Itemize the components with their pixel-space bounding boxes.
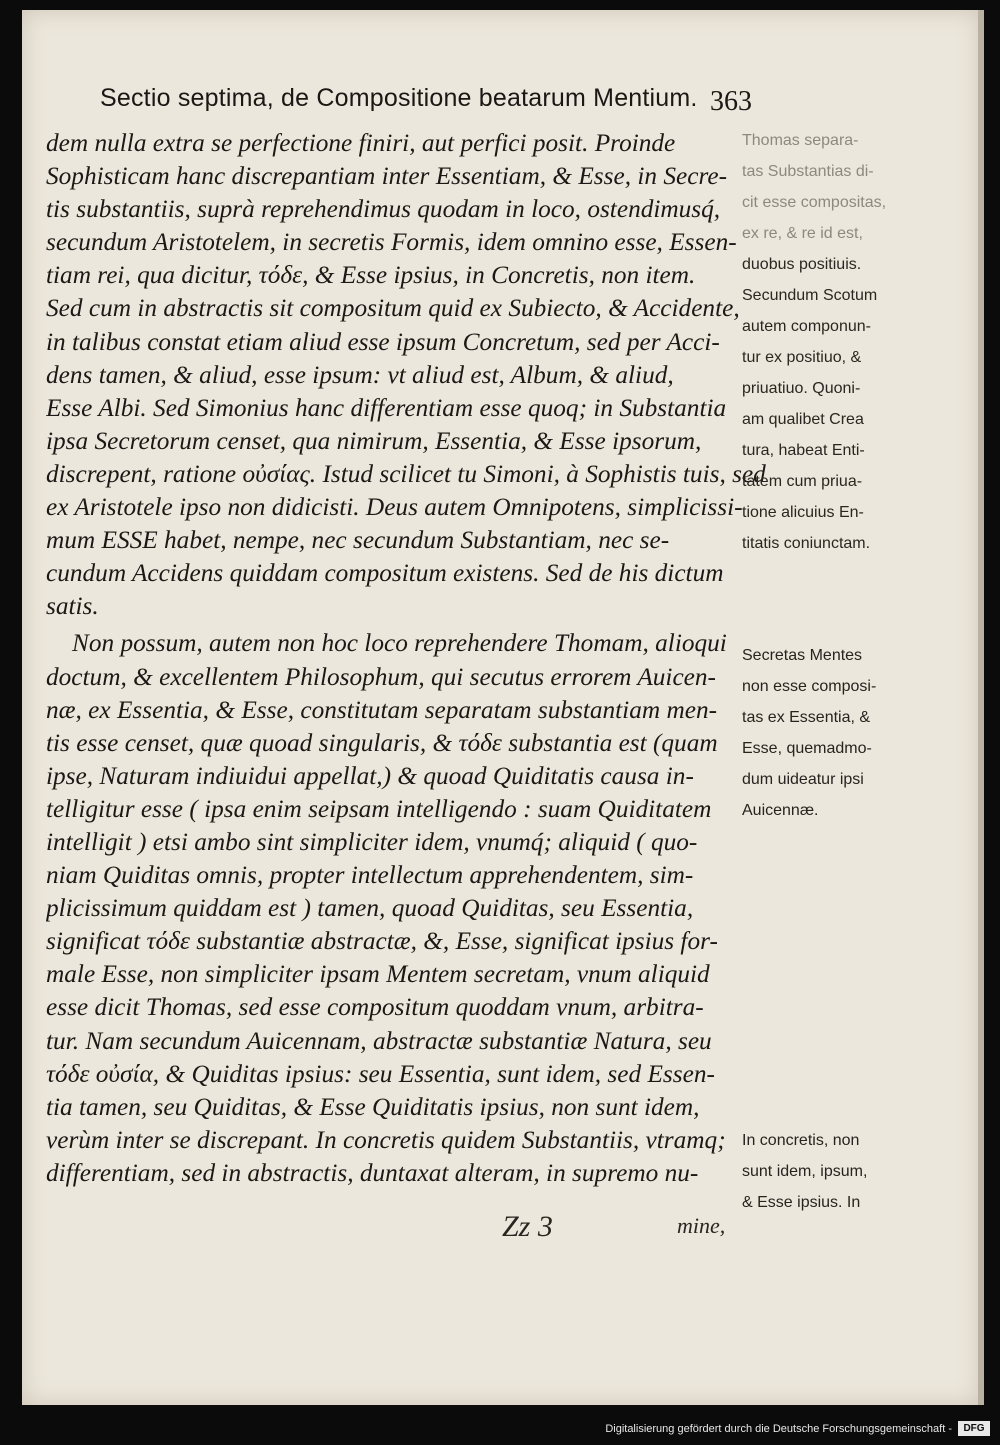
text-line: Sophisticam hanc discrepantiam inter Essentiam, & Esse, in Secre-	[46, 162, 728, 191]
footer-credit: Digitalisierung gefördert durch die Deutsche Forschungsgemeinschaft -	[605, 1423, 952, 1435]
text-line: τόδε οὐσία, & Quiditas ipsius: seu Essentia, sunt idem, sed Essen-	[46, 1059, 715, 1088]
book-page	[22, 10, 980, 1405]
margin-note-line: tas Substantias di-	[742, 163, 874, 180]
margin-note-line: tione alicuius En-	[742, 504, 864, 521]
margin-note-line: Thomas separa-	[742, 132, 859, 149]
text-line: tia tamen, seu Quiditas, & Esse Quiditatis ipsius, non sunt idem,	[46, 1092, 700, 1121]
text-line: verùm inter se discrepant. In concretis quidem Substantiis, vtramq;	[46, 1125, 726, 1154]
digitization-footer	[0, 1410, 1000, 1445]
text-line: differentiam, sed in abstractis, duntaxat alteram, in supremo nu-	[46, 1158, 699, 1187]
page-edge	[978, 10, 984, 1405]
text-line: in talibus constat etiam aliud esse ipsum Concretum, sed per Acci-	[46, 327, 720, 356]
text-line: secundum Aristotelem, in secretis Formis, idem omnino esse, Essen-	[46, 228, 737, 257]
margin-note-line: dum uideatur ipsi	[742, 771, 864, 788]
margin-note-line: tur ex positiuo, &	[742, 349, 862, 366]
text-line: male Esse, non simpliciter ipsam Mentem secretam, vnum aliquid	[46, 960, 710, 989]
dfg-logo: DFG	[958, 1421, 990, 1436]
text-line: doctum, & excellentem Philosophum, qui secutus errorem Auicen-	[46, 662, 716, 691]
margin-note-line: autem componun-	[742, 318, 871, 335]
text-line: ipsa Secretorum censet, qua nimirum, Essentia, & Esse ipsorum,	[46, 426, 702, 455]
text-line: ipse, Naturam indiuidui appellat,) & quoad Quiditatis causa in-	[46, 761, 694, 790]
text-line: dens tamen, & aliud, esse ipsum: vt aliud est, Album, & aliud,	[46, 360, 674, 389]
text-line: discrepent, ratione οὐσίας. Istud scilicet tu Simoni, à Sophistis tuis, sed	[46, 459, 766, 488]
text-line: telligitur esse ( ipsa enim seipsam intelligendo : suam Quiditatem	[46, 794, 712, 823]
margin-note-line: Auicennæ.	[742, 802, 819, 819]
margin-note-line: tura, habeat Enti-	[742, 442, 865, 459]
text-line: tiam rei, qua dicitur, τόδε, & Esse ipsius, in Concretis, non item.	[46, 261, 696, 290]
margin-note-line: duobus positiuis.	[742, 256, 862, 273]
margin-note-line: non esse composi-	[742, 678, 877, 695]
margin-note-line: Secretas Mentes	[742, 647, 863, 664]
text-line: ex Aristotele ipso non didicisti. Deus autem Omnipotens, simplicissi-	[46, 493, 743, 522]
paragraph-start-line: Non possum, autem non hoc loco reprehendere Thomam, alioqui	[72, 629, 727, 658]
text-line: esse dicit Thomas, sed esse compositum quoddam vnum, arbitra-	[46, 993, 704, 1022]
margin-note-line: tas ex Essentia, &	[742, 709, 871, 726]
text-line: tis substantiis, suprà reprehendimus quodam in loco, ostendimusq́,	[46, 195, 721, 224]
text-line: plicissimum quiddam est ) tamen, quoad Quiditas, seu Essentia,	[46, 894, 694, 923]
text-line: satis.	[46, 592, 99, 621]
text-line: Esse Albi. Sed Simonius hanc differentiam esse quoq; in Substantia	[46, 393, 727, 422]
text-line: Sed cum in abstractis sit compositum quid ex Subiecto, & Accidente,	[46, 294, 740, 323]
margin-note-line: sunt idem, ipsum,	[742, 1163, 868, 1180]
margin-note-secretas	[742, 640, 942, 826]
text-line: tur. Nam secundum Auicennam, abstractæ substantiæ Natura, seu	[46, 1026, 712, 1055]
main-text	[46, 127, 766, 1190]
margin-note-line: In concretis, non	[742, 1132, 860, 1149]
text-line: intelligit ) etsi ambo sint simpliciter idem, vnumq́; aliquid ( quo-	[46, 827, 698, 856]
margin-note-line: & Esse ipsius. In	[742, 1194, 861, 1211]
signature-mark: Zz 3	[502, 1210, 553, 1243]
margin-note-thomas	[742, 125, 942, 559]
margin-note-line: am qualibet Crea	[742, 411, 864, 428]
margin-note-line: ex re, & re id est,	[742, 225, 863, 242]
text-line: dem nulla extra se perfectione finiri, aut perfici posit. Proinde	[46, 129, 676, 157]
text-line: tis esse censet, quæ quoad singularis, & τόδε substantia est (quam	[46, 728, 718, 757]
margin-note-line: cit esse compositas,	[742, 194, 887, 211]
margin-note-line: priuatiuo. Quoni-	[742, 380, 861, 397]
text-line: niam Quiditas omnis, propter intellectum apprehendentem, sim-	[46, 861, 694, 890]
catchword: mine,	[677, 1213, 726, 1238]
margin-note-line: Esse, quemadmo-	[742, 740, 872, 757]
margin-note-line: Secundum Scotum	[742, 287, 878, 304]
margin-note-line: tatem cum priua-	[742, 473, 863, 490]
text-line: mum ESSE habet, nempe, nec secundum Substantiam, nec se-	[46, 526, 670, 555]
running-title: Sectio septima, de Compositione beatarum Mentium.	[100, 84, 698, 112]
text-line: significat τόδε substantiæ abstractæ, &, Esse, significat ipsius for-	[46, 927, 718, 956]
text-line: cundum Accidens quiddam compositum existens. Sed de his dictum	[46, 559, 724, 588]
margin-note-line: titatis coniunctam.	[742, 535, 871, 552]
margin-note-concretis	[742, 1125, 942, 1218]
text-line: næ, ex Essentia, & Esse, constitutam separatam substantiam men-	[46, 695, 718, 724]
page-number: 363	[710, 86, 752, 117]
